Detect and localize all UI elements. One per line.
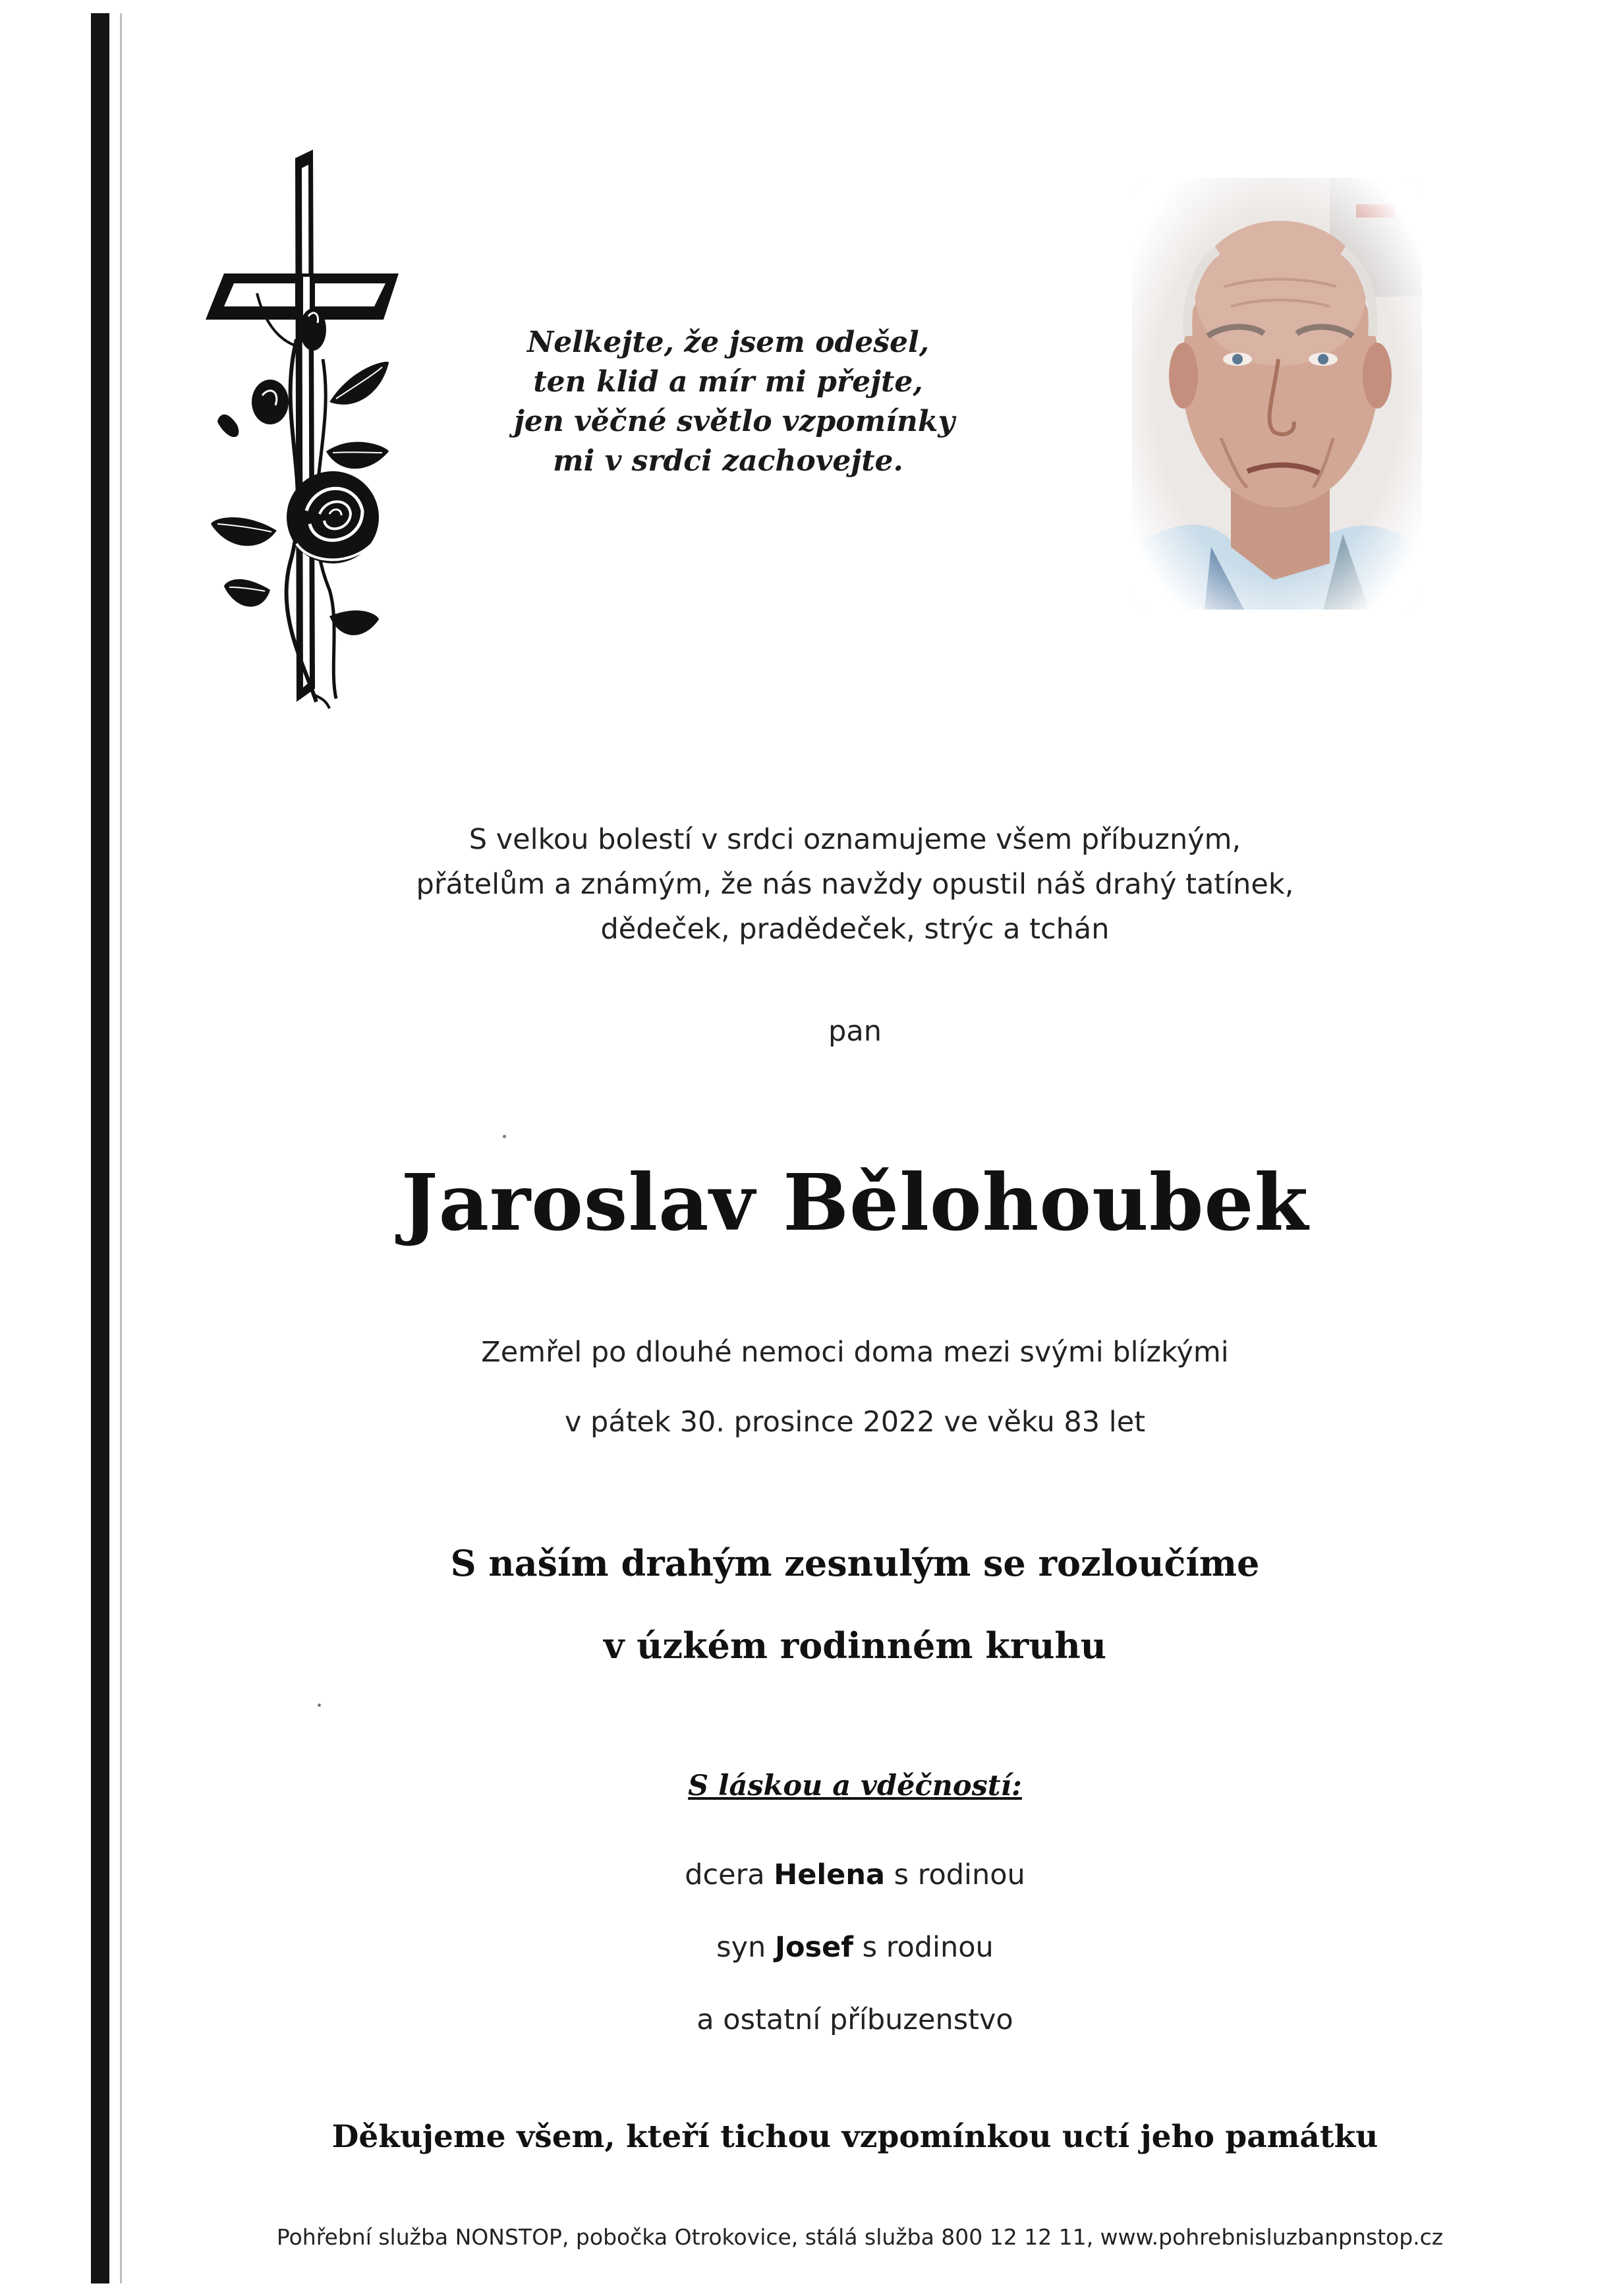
mourner-item — [198, 1984, 1512, 2056]
signoff-heading: S láskou a vděčností: — [688, 1769, 1022, 1802]
mourner-suffix: s rodinou — [853, 1931, 994, 1964]
death-date: v pátek 30. prosince 2022 ve věku 83 let — [564, 1406, 1146, 1439]
announcement — [198, 817, 1512, 952]
announcement-line: přátelům a známým, že nás navždy opustil náš drahý tatínek, — [416, 868, 1294, 901]
salutation: pan — [828, 1015, 882, 1048]
thanks-line: Děkujeme všem, kteří tichou vzpomínkou uctí jeho památku — [331, 2119, 1378, 2155]
farewell-notice — [198, 1522, 1512, 1687]
poem-line: mi v srdci zachovejte. — [553, 444, 903, 478]
announcement-line: S velkou bolestí v srdci oznamujeme všem příbuzným, — [469, 823, 1241, 856]
poem-line: Nelkejte, že jsem odešel, — [526, 326, 930, 359]
mourner-item — [198, 1839, 1512, 1911]
scan-speck — [503, 1135, 506, 1138]
mourner-name: Josef — [774, 1931, 853, 1964]
mourner-item — [198, 1911, 1512, 1984]
farewell-line: S naším drahým zesnulým se rozloučíme — [450, 1542, 1260, 1584]
funeral-service-footer: Pohřební služba NONSTOP, pobočka Otrokovice, stálá služba 800 12 12 11, www.pohrebnisluzbanpnstop.cz — [276, 2224, 1444, 2250]
poem-line: jen věčné světlo vzpomínky — [514, 405, 955, 438]
death-circumstances: Zemřel po dlouhé nemoci doma mezi svými blízkými — [481, 1336, 1229, 1369]
mourner-relation: syn — [716, 1931, 775, 1964]
mourner-relation: a ostatní příbuzenstvo — [696, 2003, 1013, 2036]
mourner-name: Helena — [774, 1858, 885, 1891]
mourner-suffix: s rodinou — [884, 1858, 1025, 1891]
announcement-line: dědeček, pradědeček, strýc a tchán — [600, 913, 1110, 946]
cross-with-roses-icon — [198, 142, 415, 715]
portrait-photo — [1132, 178, 1422, 610]
mourning-border-line — [120, 13, 122, 2283]
mourner-relation: dcera — [685, 1858, 774, 1891]
farewell-line: v úzkém rodinném kruhu — [603, 1624, 1106, 1667]
scan-speck — [318, 1704, 321, 1707]
poem-line: ten klid a mír mi přejte, — [533, 365, 923, 399]
poem — [514, 323, 955, 481]
mourners-list — [198, 1839, 1512, 2056]
mourning-border-bar — [91, 13, 109, 2283]
deceased-name: Jaroslav Bělohoubek — [401, 1157, 1309, 1248]
